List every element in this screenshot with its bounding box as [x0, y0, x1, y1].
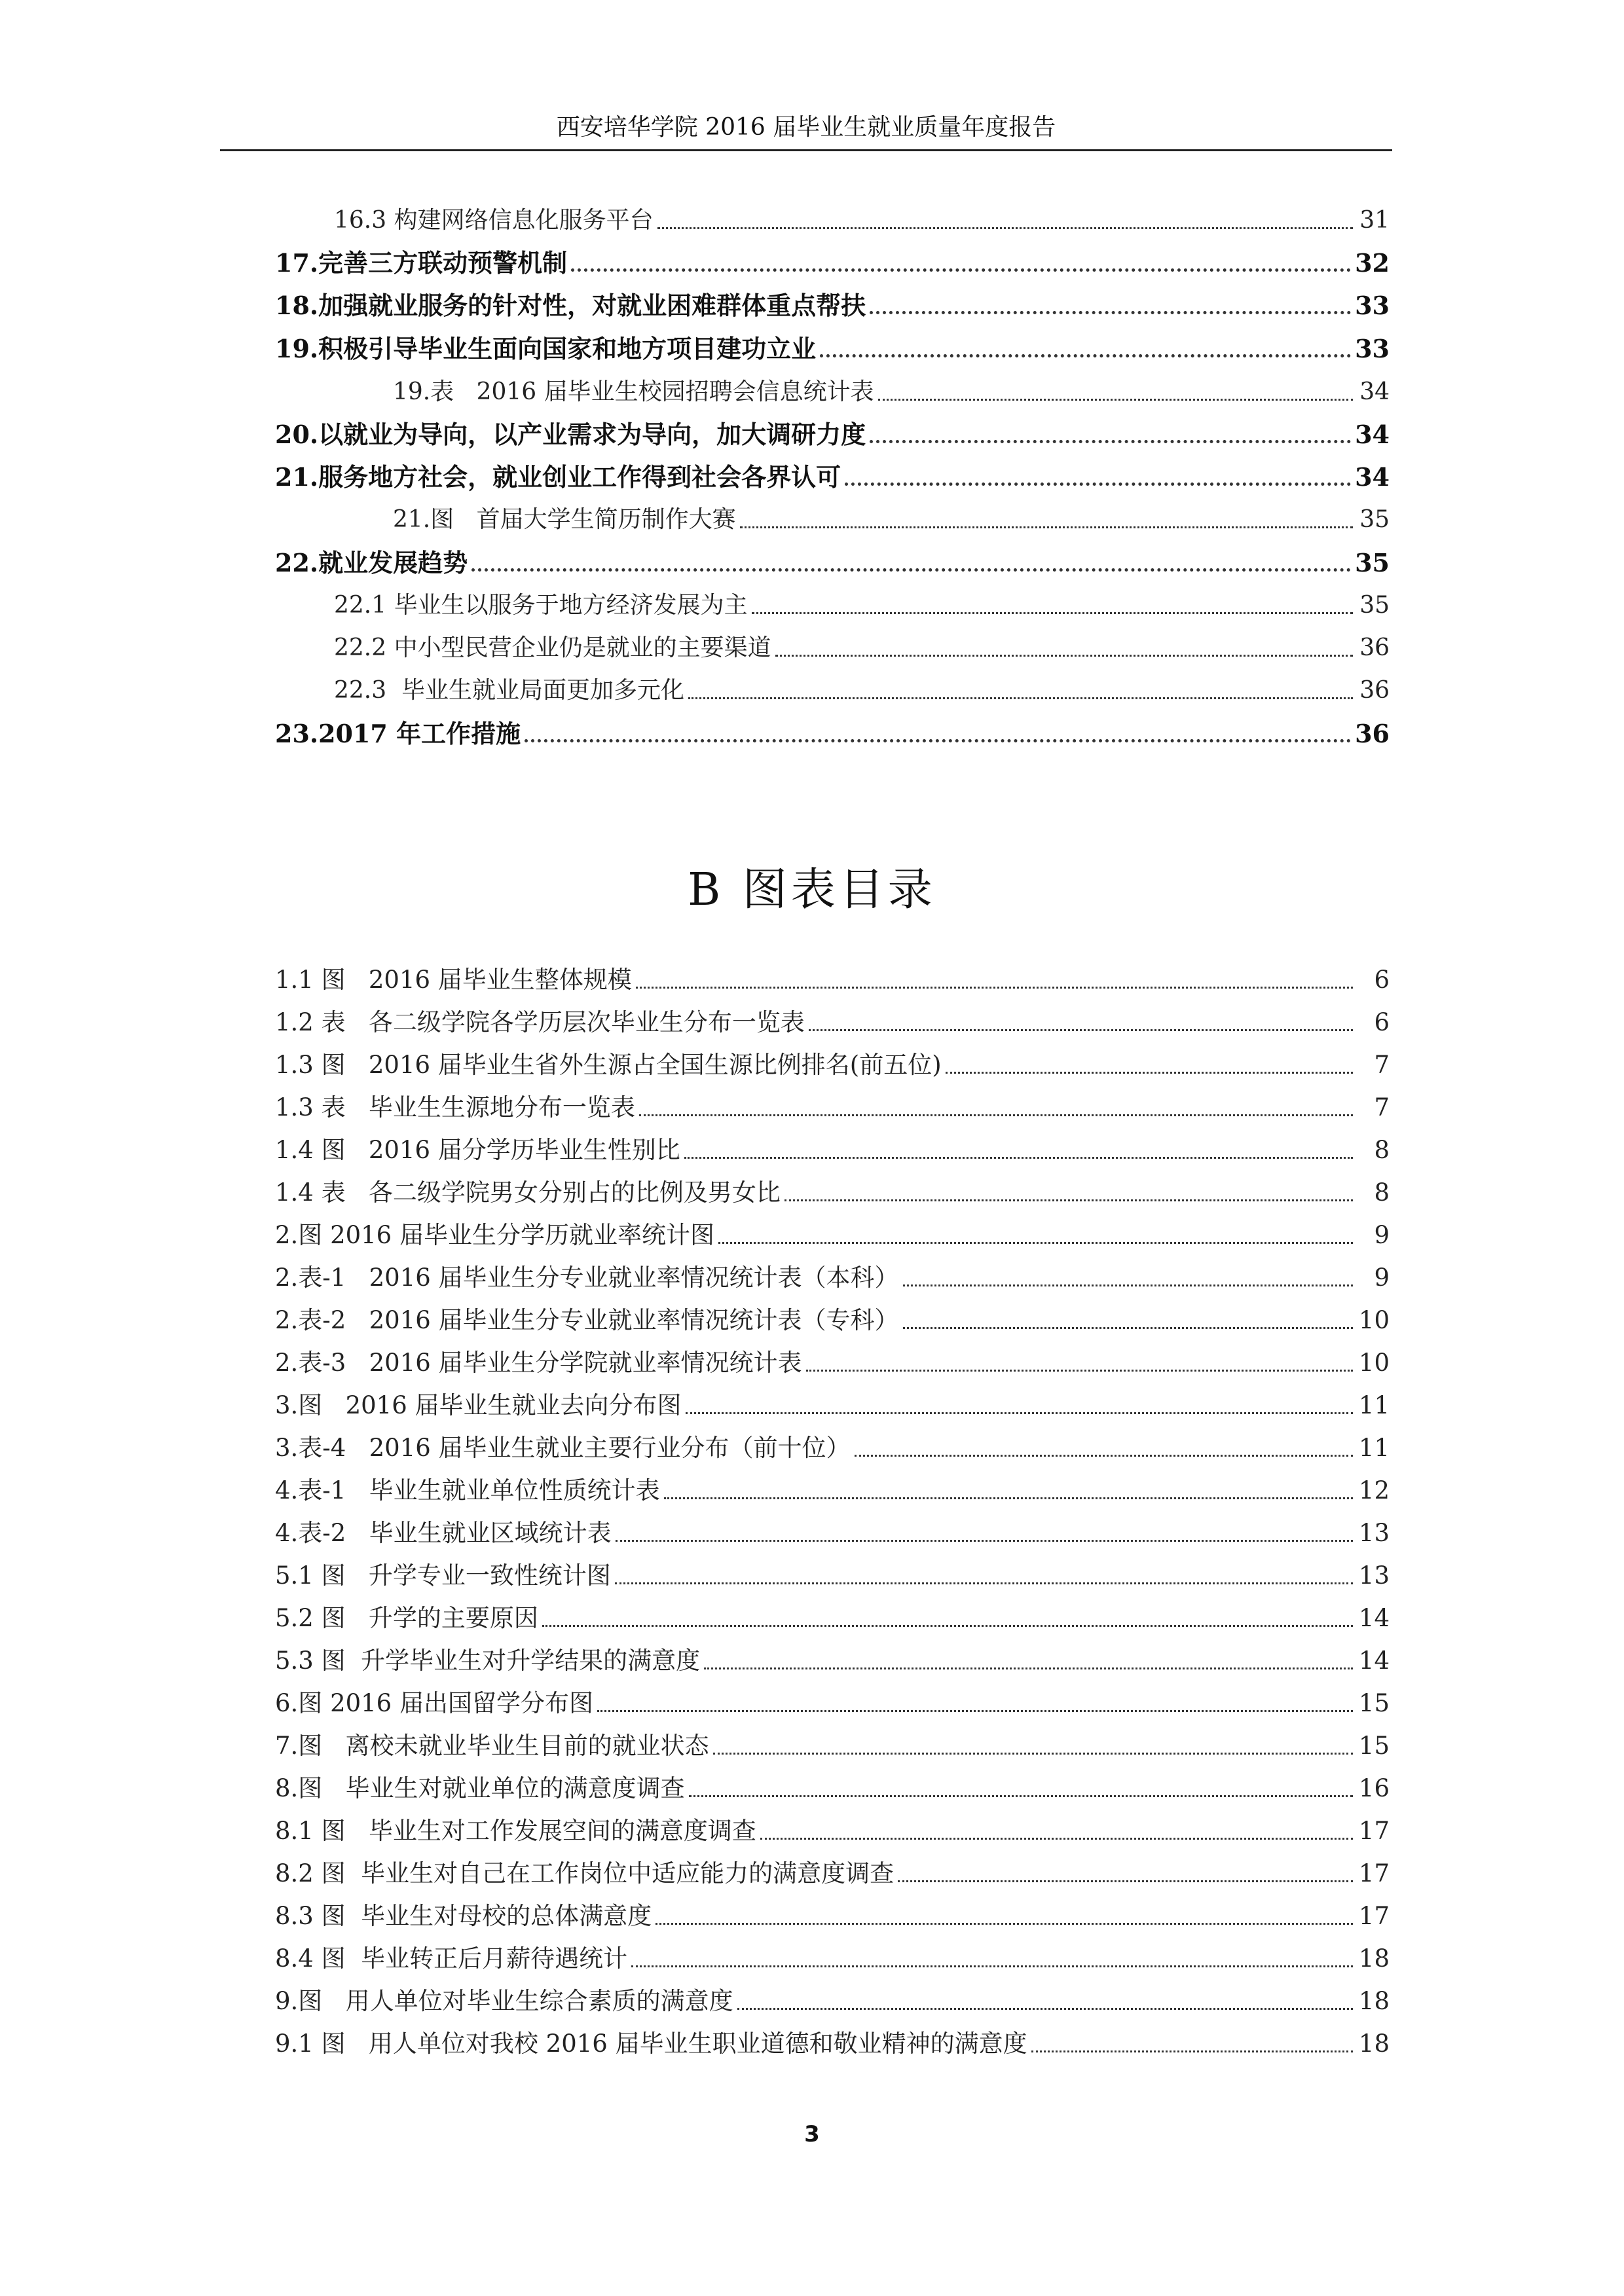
leader-dots: [855, 1455, 1353, 1457]
toc-entry-page: 34: [1355, 462, 1390, 492]
figure-entry-label: 1.3 图 2016 届毕业生省外生源占全国生源比例排名(前五位): [275, 1051, 942, 1079]
leader-dots: [820, 354, 1351, 357]
figure-entry-page: 10: [1358, 1349, 1390, 1377]
figure-entry-label: 2.图 2016 届毕业生分学历就业率统计图: [275, 1221, 714, 1249]
toc-entry-page: 32: [1355, 248, 1390, 278]
leader-dots: [903, 1327, 1353, 1329]
toc-entry-label: 20.以就业为导向，以产业需求为导向，加大调研力度: [275, 420, 866, 449]
figure-entry-label: 8.4 图 毕业转正后月薪待遇统计: [275, 1944, 628, 1973]
figure-entry-label: 7.图 离校未就业毕业生目前的就业状态: [275, 1732, 709, 1760]
figure-entry[interactable]: [275, 1764, 1390, 1808]
figure-entry-page: 7: [1374, 1093, 1390, 1121]
leader-dots: [870, 311, 1351, 314]
toc-entry-page: 34: [1355, 420, 1390, 449]
toc-entry-page: 33: [1355, 291, 1390, 320]
figure-entry-page: 10: [1358, 1306, 1390, 1334]
leader-dots: [616, 1540, 1353, 1542]
figure-entry[interactable]: [275, 1084, 1390, 1127]
leader-dots: [615, 1582, 1353, 1584]
figure-entry[interactable]: [275, 1126, 1390, 1169]
leader-dots: [809, 1029, 1353, 1031]
leader-dots: [752, 612, 1353, 614]
figure-entry-page: 17: [1358, 1817, 1390, 1845]
figure-entry-label: 1.2 表 各二级学院各学历层次毕业生分布一览表: [275, 1008, 805, 1036]
figure-entry-page: 13: [1358, 1561, 1390, 1590]
figure-entry-page: 12: [1358, 1476, 1390, 1504]
figure-entry-page: 11: [1358, 1434, 1390, 1462]
leader-dots: [684, 1157, 1353, 1159]
figure-entry-label: 2.表-2 2016 届毕业生分专业就业率情况统计表（专科）: [275, 1306, 899, 1334]
figure-entry[interactable]: [275, 1935, 1390, 1978]
figure-entry[interactable]: [275, 1211, 1390, 1254]
toc-entry-20[interactable]: [275, 410, 1390, 454]
figure-entry-label: 1.4 表 各二级学院男女分别占的比例及男女比: [275, 1178, 781, 1207]
figure-entry[interactable]: [275, 1722, 1390, 1765]
leader-dots: [542, 1625, 1353, 1627]
toc-entry-22-1[interactable]: [334, 581, 1390, 625]
figure-entry-page: 7: [1374, 1051, 1390, 1079]
figure-entry[interactable]: [275, 1424, 1390, 1467]
leader-dots: [718, 1242, 1353, 1244]
figure-entry-page: 16: [1358, 1774, 1390, 1802]
leader-dots: [737, 2008, 1353, 2010]
figure-entry-page: 11: [1358, 1391, 1390, 1419]
leader-dots: [903, 1285, 1353, 1286]
figure-entry[interactable]: [275, 1041, 1390, 1084]
toc-entry-label: 19.积极引导毕业生面向国家和地方项目建功立业: [275, 334, 817, 363]
toc-entry-page: 31: [1359, 207, 1390, 234]
figure-entry-page: 9: [1374, 1264, 1390, 1292]
figure-entry[interactable]: [275, 1637, 1390, 1680]
figure-entry-label: 5.1 图 升学专业一致性统计图: [275, 1561, 611, 1590]
section-b-title: B 图表目录: [688, 864, 936, 916]
figure-entry-page: 17: [1358, 1902, 1390, 1930]
toc-entry-page: 34: [1359, 378, 1390, 405]
toc-entry-label: 22.3 毕业生就业局面更加多元化: [334, 677, 685, 704]
leader-dots: [631, 1965, 1353, 1967]
leader-dots: [689, 1795, 1353, 1797]
leader-dots: [525, 739, 1351, 742]
figure-entry-label: 8.1 图 毕业生对工作发展空间的满意度调查: [275, 1817, 756, 1845]
leader-dots: [898, 1880, 1353, 1882]
leader-dots: [713, 1753, 1353, 1755]
figure-entry-page: 6: [1374, 1008, 1390, 1036]
leader-dots: [1031, 2050, 1353, 2052]
figure-entry-label: 8.图 毕业生对就业单位的满意度调查: [275, 1774, 685, 1802]
leader-dots: [704, 1667, 1353, 1669]
figure-entry-label: 5.3 图 升学毕业生对升学结果的满意度: [275, 1647, 701, 1675]
figure-entry[interactable]: [275, 956, 1390, 999]
toc-entry-21[interactable]: [275, 453, 1390, 496]
leader-dots: [686, 1412, 1353, 1414]
toc-entry-label: 21.图 首届大学生简历制作大赛: [393, 506, 736, 533]
figure-entry-page: 8: [1374, 1178, 1390, 1207]
toc-entry-22[interactable]: [275, 539, 1390, 582]
toc-entry-label: 22.2 中小型民营企业仍是就业的主要渠道: [334, 634, 771, 661]
toc-entry-label: 18.加强就业服务的针对性，对就业困难群体重点帮扶: [275, 291, 866, 320]
figure-entry[interactable]: [275, 1594, 1390, 1637]
figure-entry[interactable]: [275, 1807, 1390, 1850]
figure-entry-label: 5.2 图 升学的主要原因: [275, 1604, 538, 1632]
leader-dots: [784, 1199, 1353, 1201]
figure-entry-page: 9: [1374, 1221, 1390, 1249]
toc-entry-22-2[interactable]: [334, 624, 1390, 667]
figure-entry-page: 13: [1358, 1519, 1390, 1547]
figure-entry-label: 3.表-4 2016 届毕业生就业主要行业分布（前十位）: [275, 1434, 851, 1462]
toc-entry-16-3[interactable]: [334, 196, 1390, 240]
figure-entry[interactable]: [275, 1977, 1390, 2020]
figure-entry-page: 18: [1358, 2030, 1390, 2058]
toc-entry-page: 33: [1355, 334, 1390, 363]
toc-entry-label: 19.表 2016 届毕业生校园招聘会信息统计表: [393, 378, 874, 405]
toc-entry-page: 36: [1359, 677, 1390, 704]
figure-entry-page: 14: [1358, 1647, 1390, 1675]
leader-dots: [870, 440, 1351, 443]
figure-entry[interactable]: [275, 1892, 1390, 1935]
figure-entry-label: 9.1 图 用人单位对我校 2016 届毕业生职业道德和敬业精神的满意度: [275, 2030, 1027, 2058]
leader-dots: [760, 1838, 1353, 1840]
toc-entry-18[interactable]: [275, 282, 1390, 325]
toc-entry-22-3[interactable]: [334, 666, 1390, 710]
figure-entry[interactable]: [275, 1169, 1390, 1212]
toc-entry-page: 36: [1355, 719, 1390, 748]
figure-entry-page: 18: [1358, 1987, 1390, 2015]
leader-dots: [946, 1072, 1353, 1074]
toc-entry-page: 36: [1359, 634, 1390, 661]
figure-entry-label: 1.3 表 毕业生生源地分布一览表: [275, 1093, 635, 1121]
toc-entry-label: 21.服务地方社会，就业创业工作得到社会各界认可: [275, 462, 841, 492]
leader-dots: [775, 655, 1353, 657]
toc-entry-page: 35: [1359, 592, 1390, 619]
figure-entry[interactable]: [275, 998, 1390, 1042]
leader-dots: [688, 697, 1353, 699]
figure-entry-page: 8: [1374, 1136, 1390, 1164]
leader-dots: [636, 987, 1353, 989]
leader-dots: [471, 568, 1351, 572]
figure-entry-label: 1.4 图 2016 届分学历毕业生性别比: [275, 1136, 680, 1164]
running-header: 西安培华学院 2016 届毕业生就业质量年度报告: [220, 111, 1392, 151]
leader-dots: [878, 399, 1353, 401]
figure-entry[interactable]: [275, 1552, 1390, 1595]
toc-entry-17[interactable]: [275, 239, 1390, 282]
figure-entry-page: 18: [1358, 1944, 1390, 1973]
toc-entry-21-figure[interactable]: [393, 496, 1390, 539]
leader-dots: [639, 1114, 1353, 1116]
figure-entry-label: 1.1 图 2016 届毕业生整体规模: [275, 966, 632, 994]
leader-dots: [806, 1370, 1353, 1372]
figure-entry[interactable]: [275, 1339, 1390, 1382]
figure-entry-label: 4.表-1 毕业生就业单位性质统计表: [275, 1476, 660, 1504]
toc-entry-page: 35: [1355, 548, 1390, 577]
leader-dots: [740, 526, 1353, 528]
figure-entry[interactable]: [275, 2020, 1390, 2063]
figure-entry[interactable]: [275, 1467, 1390, 1510]
figure-entry-page: 15: [1358, 1732, 1390, 1760]
figure-entry-label: 9.图 用人单位对毕业生综合素质的满意度: [275, 1987, 733, 2015]
figure-entry[interactable]: [275, 1254, 1390, 1297]
figure-entry-page: 17: [1358, 1859, 1390, 1887]
figure-entry-label: 8.3 图 毕业生对母校的总体满意度: [275, 1902, 652, 1930]
figure-entry-page: 15: [1358, 1689, 1390, 1717]
toc-entry-19-table[interactable]: [393, 368, 1390, 411]
figure-entry-label: 6.图 2016 届出国留学分布图: [275, 1689, 593, 1717]
leader-dots: [845, 483, 1351, 486]
figure-entry[interactable]: [275, 1509, 1390, 1552]
toc-entry-page: 35: [1359, 506, 1390, 533]
figure-entry[interactable]: [275, 1679, 1390, 1722]
leader-dots: [664, 1497, 1353, 1499]
figure-entry-label: 2.表-1 2016 届毕业生分专业就业率情况统计表（本科）: [275, 1264, 899, 1292]
figure-entry-label: 4.表-2 毕业生就业区域统计表: [275, 1519, 612, 1547]
figure-entry[interactable]: [275, 1850, 1390, 1893]
figure-entry-label: 2.表-3 2016 届毕业生分学院就业率情况统计表: [275, 1349, 802, 1377]
leader-dots: [597, 1710, 1353, 1712]
leader-dots: [657, 227, 1353, 229]
figure-entry-page: 14: [1358, 1604, 1390, 1632]
toc-entry-label: 23.2017 年工作措施: [275, 719, 521, 748]
toc-entry-label: 17.完善三方联动预警机制: [275, 248, 568, 278]
figure-entry-label: 8.2 图 毕业生对自己在工作岗位中适应能力的满意度调查: [275, 1859, 895, 1887]
toc-entry-label: 22.就业发展趋势: [275, 548, 468, 577]
toc-entry-23[interactable]: [275, 710, 1390, 753]
figure-entry-label: 3.图 2016 届毕业生就业去向分布图: [275, 1391, 682, 1419]
figure-entry[interactable]: [275, 1296, 1390, 1339]
toc-entry-label: 22.1 毕业生以服务于地方经济发展为主: [334, 592, 748, 619]
figure-entry[interactable]: [275, 1381, 1390, 1425]
toc-entry-label: 16.3 构建网络信息化服务平台: [334, 207, 654, 234]
leader-dots: [571, 268, 1351, 272]
leader-dots: [655, 1923, 1353, 1925]
page-number: 3: [804, 2121, 820, 2147]
figure-entry-page: 6: [1374, 966, 1390, 994]
toc-entry-19[interactable]: [275, 325, 1390, 368]
